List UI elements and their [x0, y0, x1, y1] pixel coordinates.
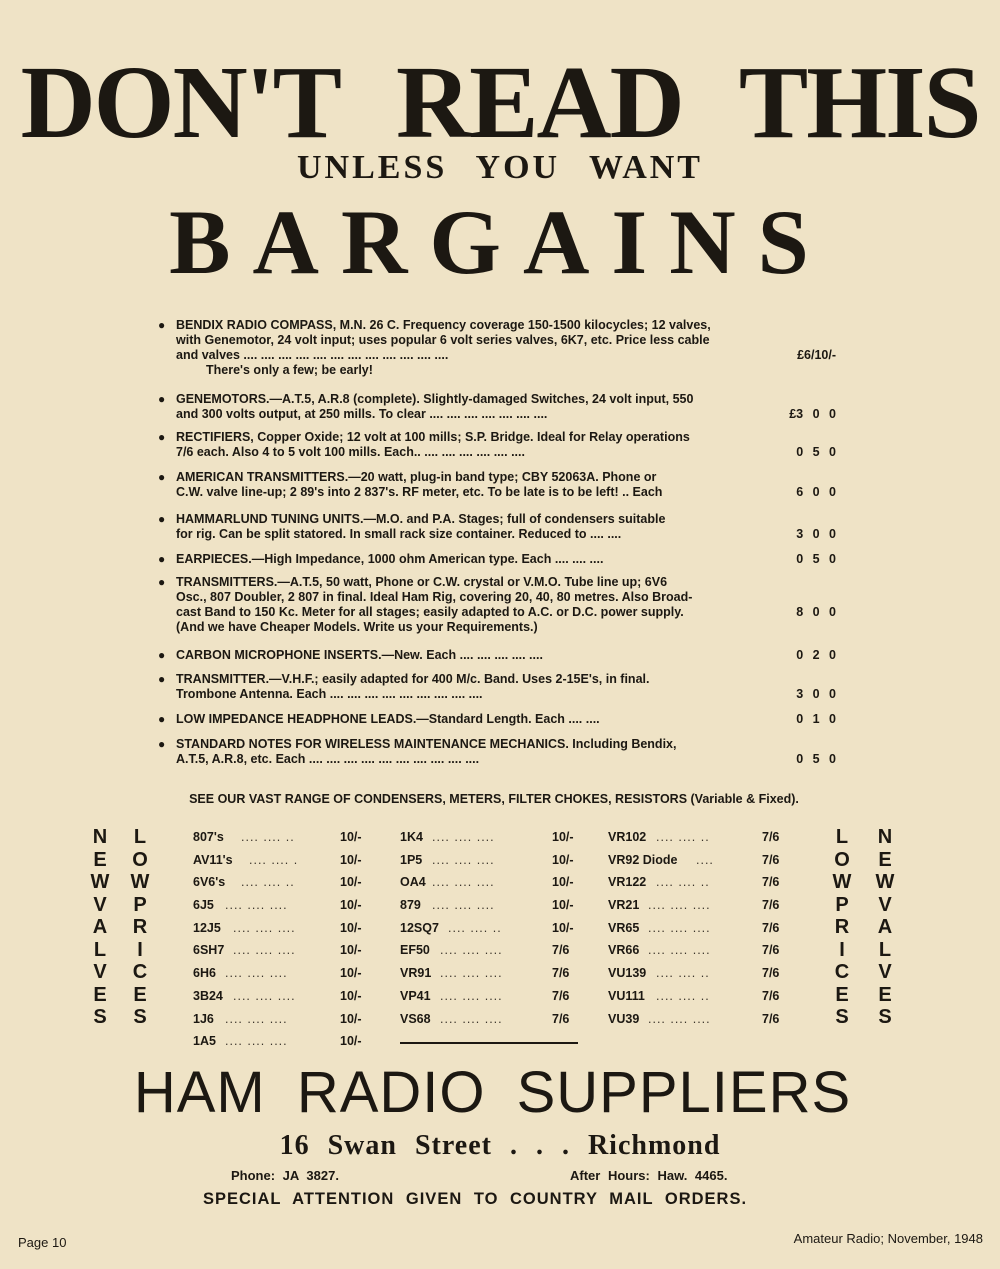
valve-price: 10/- [340, 943, 362, 958]
valve-name: EF50 [400, 943, 430, 958]
low-prices-side-label-left: L O W P R I C E S [130, 826, 150, 1028]
leader-dots: .... .... .... [432, 852, 495, 867]
valve-price: 7/6 [762, 966, 780, 981]
valve-name: 6SH7 [193, 943, 225, 958]
valve-price: 10/- [552, 898, 574, 913]
valve-name: 1P5 [400, 852, 423, 867]
bargain-description [176, 512, 736, 542]
valve-row [193, 875, 373, 898]
bargain-item [158, 712, 836, 727]
description-line: C.W. valve line-up; 2 89's into 2 837's. RF meter, etc. To be late is to be left! .. Each [176, 485, 663, 499]
leader-dots: .... .... .. [656, 966, 710, 981]
valve-name: 1K4 [400, 830, 423, 844]
valve-row [400, 875, 580, 898]
valve-row [193, 1012, 373, 1035]
leader-dots: .... .... .. [241, 830, 295, 844]
valve-name: 6H6 [193, 966, 216, 981]
bullet-icon: ● [158, 392, 166, 406]
description-line: LOW IMPEDANCE HEADPHONE LEADS.—Standard Length. Each .... .... [176, 712, 600, 726]
valve-row [400, 921, 580, 944]
description-line: cast Band to 150 Kc. Meter for all stages; easily adapted to A.C. or D.C. power supply. [176, 605, 684, 619]
leader-dots: .... .... .... [648, 943, 711, 958]
valve-price: 10/- [340, 898, 362, 913]
valve-name: 12SQ7 [400, 920, 439, 935]
description-line: CARBON MICROPHONE INSERTS.—New. Each .... .... .... .... .... [176, 648, 543, 662]
leader-dots: .... .... .... [440, 943, 503, 958]
valve-name: 1J6 [193, 1011, 214, 1026]
bargain-description [176, 672, 736, 702]
leader-dots: .... .... .... [225, 966, 288, 981]
valve-price: 7/6 [762, 875, 780, 890]
valve-name: VR122 [608, 875, 647, 890]
leader-dots: .... .... .. [656, 830, 710, 844]
leader-dots: .... .... .... [225, 898, 288, 913]
bargain-item [158, 430, 836, 460]
valve-row [400, 966, 580, 989]
description-line: TRANSMITTER.—V.H.F.; easily adapted for 400 M/c. Band. Uses 2-15E's, in final. [176, 672, 650, 686]
valve-row [608, 989, 788, 1012]
bargain-price: 8 0 0 [796, 605, 836, 619]
bargain-item [158, 672, 836, 702]
bargain-description [176, 392, 736, 422]
valve-column-2 [400, 830, 580, 1034]
description-line: and 300 volts output, at 250 mills. To clear .... .... .... .... .... .... .... [176, 407, 548, 421]
bargain-description [176, 430, 736, 460]
description-line: GENEMOTORS.—A.T.5, A.R.8 (complete). Slightly-damaged Switches, 24 volt input, 550 [176, 392, 694, 406]
valve-row [193, 989, 373, 1012]
bargain-price: 0 5 0 [796, 752, 836, 766]
bargain-description [176, 470, 736, 500]
bargain-price: 3 0 0 [796, 687, 836, 701]
valve-row [608, 921, 788, 944]
valve-price: 7/6 [762, 943, 780, 958]
bullet-icon: ● [158, 648, 166, 662]
valve-name: 6J5 [193, 898, 214, 913]
valve-price: 7/6 [762, 1011, 780, 1026]
bullet-icon: ● [158, 512, 166, 526]
leader-dots: .... .... .. [241, 875, 295, 890]
bargain-item [158, 552, 836, 567]
bargain-item [158, 575, 836, 635]
description-line: TRANSMITTERS.—A.T.5, 50 watt, Phone or C.W. crystal or V.M.O. Tube line up; 6V6 [176, 575, 668, 589]
valve-row [400, 1012, 580, 1035]
valve-price: 10/- [340, 988, 362, 1003]
valve-price: 10/- [340, 852, 362, 867]
page-number: Page 10 [18, 1235, 67, 1250]
valve-price: 10/- [552, 920, 574, 935]
valve-row [193, 921, 373, 944]
valve-price: 10/- [340, 875, 362, 890]
valve-row [608, 853, 788, 876]
leader-dots: .... .... .... [648, 920, 711, 935]
headline: DON'T READ THIS [20, 45, 980, 160]
valve-name: VS68 [400, 1011, 431, 1026]
valve-name: OA4 [400, 875, 426, 890]
description-line: STANDARD NOTES FOR WIRELESS MAINTENANCE MECHANICS. Including Bendix, [176, 737, 677, 751]
leader-dots: .... .... .... [648, 898, 711, 913]
leader-dots: .... .... .... [440, 988, 503, 1003]
bargain-price: 0 5 0 [796, 445, 836, 459]
see-all-note: SEE OUR VAST RANGE OF CONDENSERS, METERS, FILTER CHOKES, RESISTORS (Variable & Fixed). [189, 792, 799, 806]
new-valves-side-label-left: N E W V A L V E S [90, 826, 110, 1028]
bullet-icon: ● [158, 737, 166, 751]
valve-price: 7/6 [552, 988, 570, 1003]
valve-price: 7/6 [552, 943, 570, 958]
bargain-price: 0 1 0 [796, 712, 836, 726]
valve-row [608, 966, 788, 989]
valve-row [193, 853, 373, 876]
valve-name: VR21 [608, 898, 640, 913]
valve-row [193, 830, 373, 853]
bullet-icon: ● [158, 552, 166, 566]
bargain-price: £6/10/- [797, 348, 836, 362]
valve-name: VR65 [608, 920, 640, 935]
description-line: BENDIX RADIO COMPASS, M.N. 26 C. Frequency coverage 150-1500 kilocycles; 12 valves, [176, 318, 711, 332]
description-line: A.T.5, A.R.8, etc. Each .... .... .... .... .... .... .... .... .... .... [176, 752, 480, 766]
valve-row [608, 830, 788, 853]
valve-name: 12J5 [193, 920, 221, 935]
leader-dots: .... .... .... [432, 875, 495, 890]
leader-dots: .... .... .... [233, 920, 296, 935]
leader-dots: .... [696, 852, 714, 867]
bargain-description [176, 575, 736, 635]
publication-footer: Amateur Radio; November, 1948 [793, 1231, 983, 1246]
valve-price: 7/6 [762, 988, 780, 1003]
valve-row [400, 898, 580, 921]
valve-price: 10/- [340, 920, 362, 935]
description-line: EARPIECES.—High Impedance, 1000 ohm American type. Each .... .... .... [176, 552, 604, 566]
leader-dots: .... .... .... [440, 1011, 503, 1026]
valve-price: 10/- [552, 875, 574, 890]
valve-row [608, 898, 788, 921]
bargains-title: BARGAINS [169, 191, 831, 293]
valve-name: VR102 [608, 830, 647, 844]
valve-price: 10/- [340, 966, 362, 981]
valve-price: 10/- [552, 852, 574, 867]
valve-name: VU39 [608, 1011, 640, 1026]
leader-dots: .... .... . [249, 852, 299, 867]
valve-price: 10/- [340, 1011, 362, 1026]
leader-dots: .... .... .. [448, 920, 502, 935]
bargain-price: £3 0 0 [789, 407, 836, 421]
bullet-icon: ● [158, 318, 166, 332]
valve-name: VU111 [608, 988, 645, 1003]
description-note: There's only a few; be early! [206, 363, 373, 377]
valve-row [608, 943, 788, 966]
after-hours-number: After Hours: Haw. 4465. [570, 1168, 728, 1183]
valve-row [400, 989, 580, 1012]
description-line: Trombone Antenna. Each .... .... .... .... .... .... .... .... .... [176, 687, 483, 701]
valve-name: 1A5 [193, 1034, 216, 1049]
description-line: RECTIFIERS, Copper Oxide; 12 volt at 100 mills; S.P. Bridge. Ideal for Relay operations [176, 430, 690, 444]
phone-number: Phone: JA 3827. [231, 1168, 339, 1183]
bullet-icon: ● [158, 430, 166, 444]
valve-column-3 [608, 830, 788, 1034]
bargain-item [158, 392, 836, 422]
description-line: with Genemotor, 24 volt input; uses popular 6 volt series valves, 6K7, etc. Price less cable [176, 333, 710, 347]
valve-name: VP41 [400, 988, 431, 1003]
leader-dots: .... .... .... [233, 943, 296, 958]
leader-dots: .... .... .... [225, 1034, 288, 1049]
valve-price: 7/6 [762, 852, 780, 867]
bargain-description [176, 552, 736, 567]
bargain-item [158, 737, 836, 767]
leader-dots: .... .... .. [656, 988, 710, 1003]
bargain-description [176, 318, 736, 378]
low-prices-side-label-right: L O W P R I C E S [832, 826, 852, 1028]
valve-row [608, 875, 788, 898]
valve-price: 10/- [340, 1034, 362, 1049]
new-valves-side-label-right: N E W V A L V E S [875, 826, 895, 1028]
valve-row [193, 898, 373, 921]
valve-name: VR92 Diode [608, 852, 678, 867]
bargain-item [158, 470, 836, 500]
leader-dots: .... .... .... [440, 966, 503, 981]
valve-price: 7/6 [552, 966, 570, 981]
valve-name: 3B24 [193, 988, 223, 1003]
bargain-item [158, 512, 836, 542]
valve-name: 807's [193, 830, 224, 844]
valve-name: VR91 [400, 966, 432, 981]
valve-price: 10/- [552, 830, 574, 844]
bullet-icon: ● [158, 672, 166, 686]
bargain-price: 0 5 0 [796, 552, 836, 566]
valve-name: 6V6's [193, 875, 226, 890]
valve-name: VR66 [608, 943, 640, 958]
leader-dots: .... .... .. [656, 875, 710, 890]
description-line: HAMMARLUND TUNING UNITS.—M.O. and P.A. Stages; full of condensers suitable [176, 512, 666, 526]
valve-price: 7/6 [762, 898, 780, 913]
bargain-description [176, 712, 736, 727]
description-line: for rig. Can be split statored. In small rack size container. Reduced to .... .... [176, 527, 622, 541]
valve-price: 7/6 [552, 1011, 570, 1026]
description-line: (And we have Cheaper Models. Write us your Requirements.) [176, 620, 538, 634]
bargain-item [158, 648, 836, 663]
company-address: 16 Swan Street . . . Richmond [279, 1130, 721, 1161]
bargain-description [176, 648, 736, 663]
mail-order-note: SPECIAL ATTENTION GIVEN TO COUNTRY MAIL ORDERS. [202, 1190, 748, 1208]
divider-rule [400, 1042, 578, 1044]
valve-price: 7/6 [762, 830, 780, 844]
valve-row [193, 966, 373, 989]
bargain-item [158, 318, 836, 378]
bargain-price: 6 0 0 [796, 485, 836, 499]
valve-row [193, 1034, 373, 1057]
valve-name: VU139 [608, 966, 647, 981]
bullet-icon: ● [158, 712, 166, 726]
valve-price: 7/6 [762, 920, 780, 935]
leader-dots: .... .... .... [225, 1011, 288, 1026]
leader-dots: .... .... .... [648, 1011, 711, 1026]
description-line: AMERICAN TRANSMITTERS.—20 watt, plug-in band type; CBY 52063A. Phone or [176, 470, 657, 484]
valve-column-1 [193, 830, 373, 1057]
leader-dots: .... .... .... [432, 898, 495, 913]
valve-row [608, 1012, 788, 1035]
bargain-description [176, 737, 736, 767]
valve-price: 10/- [340, 830, 362, 844]
bullet-icon: ● [158, 575, 166, 589]
valve-name: AV11's [193, 852, 233, 867]
company-name: HAM RADIO SUPPLIERS [133, 1060, 852, 1125]
description-line: Osc., 807 Doubler, 2 807 in final. Ideal Ham Rig, covering 20, 40, 80 metres. Also Broad- [176, 590, 693, 604]
valve-row [400, 943, 580, 966]
valve-row [193, 943, 373, 966]
valve-row [400, 853, 580, 876]
description-line: and valves .... .... .... .... .... .... .... .... .... .... .... .... [176, 348, 449, 362]
subheadline: UNLESS YOU WANT [297, 149, 703, 186]
leader-dots: .... .... .... [432, 830, 495, 844]
valve-row [400, 830, 580, 853]
bargain-price: 0 2 0 [796, 648, 836, 662]
bullet-icon: ● [158, 470, 166, 484]
description-line: 7/6 each. Also 4 to 5 volt 100 mills. Each.. .... .... .... .... .... .... [176, 445, 525, 459]
bargain-price: 3 0 0 [796, 527, 836, 541]
leader-dots: .... .... .... [233, 988, 296, 1003]
valve-name: 879 [400, 898, 421, 913]
